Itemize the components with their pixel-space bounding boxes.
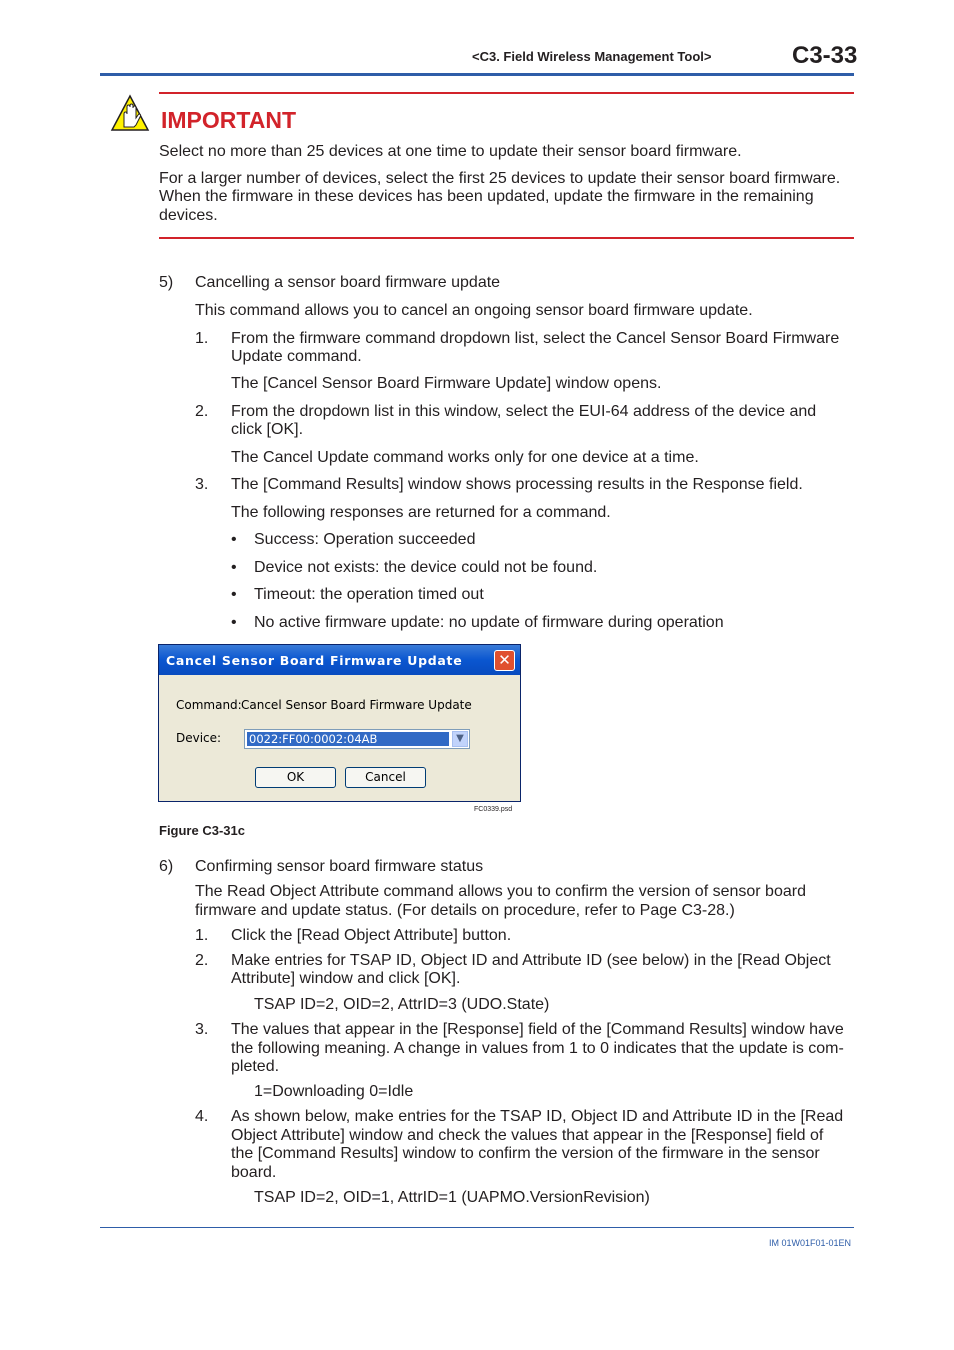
s6-step-3-detail: 1=Downloading 0=Idle	[254, 1083, 414, 1100]
figure-caption: Figure C3-31c	[159, 823, 245, 838]
section-6-intro-line-2: firmware and update status. (For details on procedure, refer to Page C3-28.)	[195, 902, 735, 919]
important-bottom-rule	[159, 237, 854, 239]
section-5-heading: Cancelling a sensor board firmware update	[195, 274, 501, 291]
s5-step-1-note: The [Cancel Sensor Board Firmware Update] window opens.	[231, 375, 662, 392]
s5-step-2-note: The Cancel Update command works only for one device at a time.	[231, 449, 699, 466]
bullet-marker: •	[231, 614, 237, 631]
page-number: C3-33	[792, 42, 858, 69]
s5-step-1-line-2: Update command.	[231, 348, 362, 365]
s6-step-3-number: 3.	[195, 1021, 209, 1038]
s6-step-3-line-3: pleted.	[231, 1058, 280, 1075]
s5-step-2-line-2: click [OK].	[231, 421, 304, 438]
s6-step-4-line-2: Object Attribute] window and check the values that appear in the [Response] field of	[231, 1127, 824, 1144]
device-selected-value: 0022:FF00:0002:04AB	[247, 732, 449, 746]
document-id: IM 01W01F01-01EN	[769, 1238, 852, 1248]
s6-step-2-line-1: Make entries for TSAP ID, Object ID and Attribute ID (see below) in the [Read Object	[231, 952, 831, 969]
s5-step-3-number: 3.	[195, 476, 209, 493]
caution-hand-icon	[110, 94, 150, 137]
s6-step-3-line-1: The values that appear in the [Response] field of the [Command Results] window have	[231, 1021, 844, 1038]
s6-step-2-line-2: Attribute] window and click [OK].	[231, 970, 461, 987]
important-paragraph-2-line-1: For a larger number of devices, select the first 25 devices to update their sensor board firmware.	[159, 170, 841, 187]
section-5-number: 5)	[159, 274, 174, 291]
s5-step-2-number: 2.	[195, 403, 209, 420]
section-6-heading: Confirming sensor board firmware status	[195, 858, 484, 875]
s5-step-3-note: The following responses are returned for a command.	[231, 504, 611, 521]
s5-step-1-line-1: From the firmware command dropdown list, select the Cancel Sensor Board Firmware	[231, 330, 840, 347]
ok-button[interactable]: OK	[255, 767, 336, 788]
s6-step-1-number: 1.	[195, 927, 209, 944]
important-title: IMPORTANT	[161, 107, 297, 133]
s5-step-1-number: 1.	[195, 330, 209, 347]
bullet-marker: •	[231, 531, 237, 548]
response-bullet-no-active-update: No active firmware update: no update of firmware during operation	[254, 614, 724, 631]
response-bullet-success: Success: Operation succeeded	[254, 531, 476, 548]
bullet-marker: •	[231, 559, 237, 576]
cancel-button[interactable]: Cancel	[345, 767, 426, 788]
footer-rule	[100, 1227, 854, 1228]
cancel-firmware-update-dialog	[158, 644, 521, 802]
close-icon[interactable]: ✕	[494, 650, 515, 671]
s6-step-2-number: 2.	[195, 952, 209, 969]
dialog-title: Cancel Sensor Board Firmware Update	[166, 653, 463, 668]
important-paragraph-2-line-3: devices.	[159, 207, 218, 224]
device-dropdown[interactable]	[244, 729, 470, 749]
command-label: Command:	[176, 698, 242, 712]
section-5-intro: This command allows you to cancel an ongoing sensor board firmware update.	[195, 302, 753, 319]
bullet-marker: •	[231, 586, 237, 603]
command-value: Cancel Sensor Board Firmware Update	[241, 698, 472, 712]
response-bullet-device-not-exists: Device not exists: the device could not be found.	[254, 559, 598, 576]
response-bullet-timeout: Timeout: the operation timed out	[254, 586, 484, 603]
s6-step-4-line-1: As shown below, make entries for the TSAP ID, Object ID and Attribute ID in the [Read	[231, 1108, 844, 1125]
header-rule	[100, 73, 854, 76]
s6-step-4-line-4: board.	[231, 1164, 277, 1181]
s6-step-4-detail: TSAP ID=2, OID=1, AttrID=1 (UAPMO.VersionRevision)	[254, 1189, 650, 1206]
s5-step-2-line-1: From the dropdown list in this window, select the EUI-64 address of the device and	[231, 403, 817, 420]
important-top-rule	[159, 92, 854, 94]
device-label: Device:	[176, 731, 222, 745]
important-paragraph-1: Select no more than 25 devices at one time to update their sensor board firmware.	[159, 143, 742, 160]
dialog-titlebar[interactable]	[159, 645, 520, 675]
s5-step-3-line: The [Command Results] window shows processing results in the Response field.	[231, 476, 803, 493]
s6-step-4-number: 4.	[195, 1108, 209, 1125]
chevron-down-icon[interactable]: ▼	[452, 731, 468, 747]
s6-step-4-line-3: the [Command Results] window to confirm the version of the firmware in the sensor	[231, 1145, 820, 1162]
section-6-number: 6)	[159, 858, 174, 875]
important-paragraph-2-line-2: When the firmware in these devices has been updated, update the firmware in the remaining	[159, 188, 814, 205]
s6-step-1-line: Click the [Read Object Attribute] button.	[231, 927, 512, 944]
running-header: <C3. Field Wireless Management Tool>	[472, 49, 712, 64]
s6-step-3-line-2: the following meaning. A change in values from 1 to 0 indicates that the update is com-	[231, 1040, 844, 1057]
s6-step-2-detail: TSAP ID=2, OID=2, AttrID=3 (UDO.State)	[254, 996, 550, 1013]
figure-filename: FC0339.psd	[474, 806, 513, 813]
section-6-intro-line-1: The Read Object Attribute command allows you to confirm the version of sensor board	[195, 883, 806, 900]
